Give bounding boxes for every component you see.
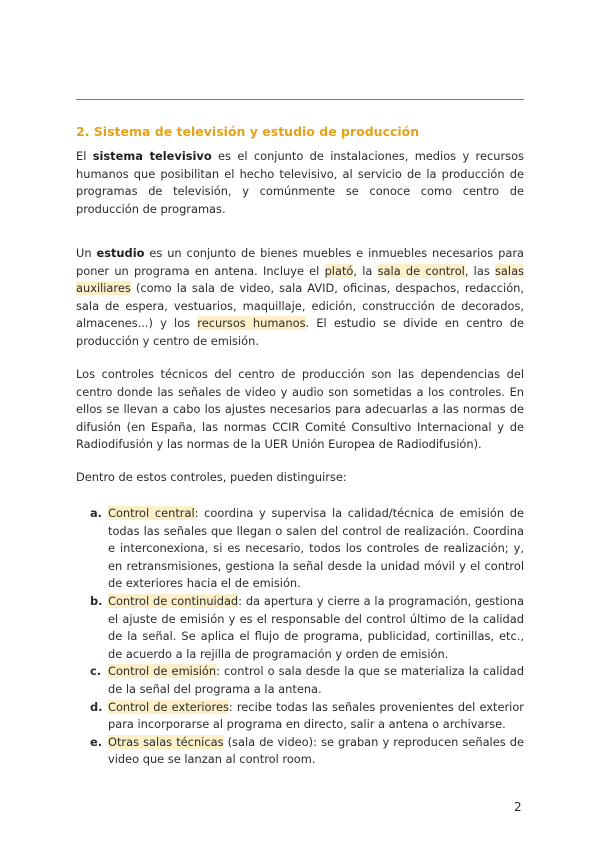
p1-text-rest: es el conjunto de instalaciones, medios y recursos humanos que posibilitan el hecho televisivo, al servicio de la producción de programas de televisión, y comúnmente se conoce como centro de producción de programas. [76,149,524,216]
paragraph-sistema-televisivo [76,148,524,218]
list-item-text: (sala de video): se graban y reproducen señales de video que se lanzan al control room. [108,734,524,767]
term-control-de-emision: Control de emisión [108,664,217,679]
list-item-text: : da apertura y cierre a la programación, gestiona el ajuste de emisión y es el responsable del control último de la calidad de la señal. Se aplica el flujo de programa, publicidad, cortinillas, etc., de acuerdo a la rejilla de programación y orden de emisión. [108,593,524,661]
p2-text-4: , las [464,263,495,278]
p2-text-2: es un conjunto de bienes muebles e inmuebles necesarios para poner un programa en antena. Incluye el [76,246,524,278]
section-heading: 2. Sistema de televisión y estudio de producción [76,124,420,139]
list-marker: a. [90,506,103,520]
list-marker: d. [90,699,103,714]
term-estudio: estudio [96,246,145,260]
highlight-salas-auxiliares: salas auxiliares [76,263,524,296]
highlight-recursos-humanos: recursos humanos [197,316,306,331]
paragraph-controles-tecnicos: Los controles técnicos del centro de producción son las dependencias del centro donde las señales de video y audio son sometidas a los controles. En ellos se llevan a cabo los ajustes necesarios para adecuarlas a las normas de difusión (en España, las normas CCIR Comité Consultivo Internacional y de Radiodifusión y las normas de la UER Unión Europea de Radiodifusión). [76,367,524,452]
term-control-central: Control central [108,506,195,520]
list-item-text: : control o sala desde la que se materializa la calidad de la señal del programa a la antena. [108,664,524,696]
p2-text-6: . El estudio se divide en centro de producción y centro de emisión. [76,316,524,348]
page-number: 2 [514,800,522,814]
term-otras-salas-tecnicas: Otras salas técnicas [108,734,224,749]
highlight-plato: plató [324,263,354,278]
p2-text-1: Un [76,246,97,260]
paragraph-estudio [76,245,524,351]
list-marker: c. [90,664,102,679]
list-item-text: : recibe todas las señales provenientes del exterior para incorporarse al programa en directo, salir a antena o archivarse. [108,699,524,732]
list-item-text: : coordina y supervisa la calidad/técnica de emisión de todas las señales que llegan o salen del control de realización. Coordina e interconexiona, si es necesario, todos los controles de realización; y, en retransmisiones, gestiona la señal desde la unidad móvil y el control de exteriores hacia el de emisión. [108,506,524,591]
p1-text-start: El [76,149,93,163]
list-marker: e. [90,734,103,749]
controls-list [90,505,524,769]
p2-text-3: , la [353,263,378,278]
header-divider [76,99,524,100]
highlight-sala-de-control: sala de control [377,263,465,278]
paragraph-intro-list: Dentro de estos controles, pueden distinguirse: [76,470,347,484]
list-item [90,593,524,663]
term-sistema-televisivo: sistema televisivo [92,149,212,163]
list-item [90,505,524,593]
list-item [90,699,524,734]
list-item [90,734,524,769]
term-control-de-exteriores: Control de exteriores [108,699,229,714]
term-control-de-continuidad: Control de continuidad [108,593,239,608]
list-item [90,663,524,698]
p2-text-5: (como la sala de video, sala AVID, oficinas, despachos, redacción, sala de espera, vestuarios, maquillaje, edición, construcción de decorados, almacenes...) y los [76,281,524,331]
list-marker: b. [90,593,103,608]
